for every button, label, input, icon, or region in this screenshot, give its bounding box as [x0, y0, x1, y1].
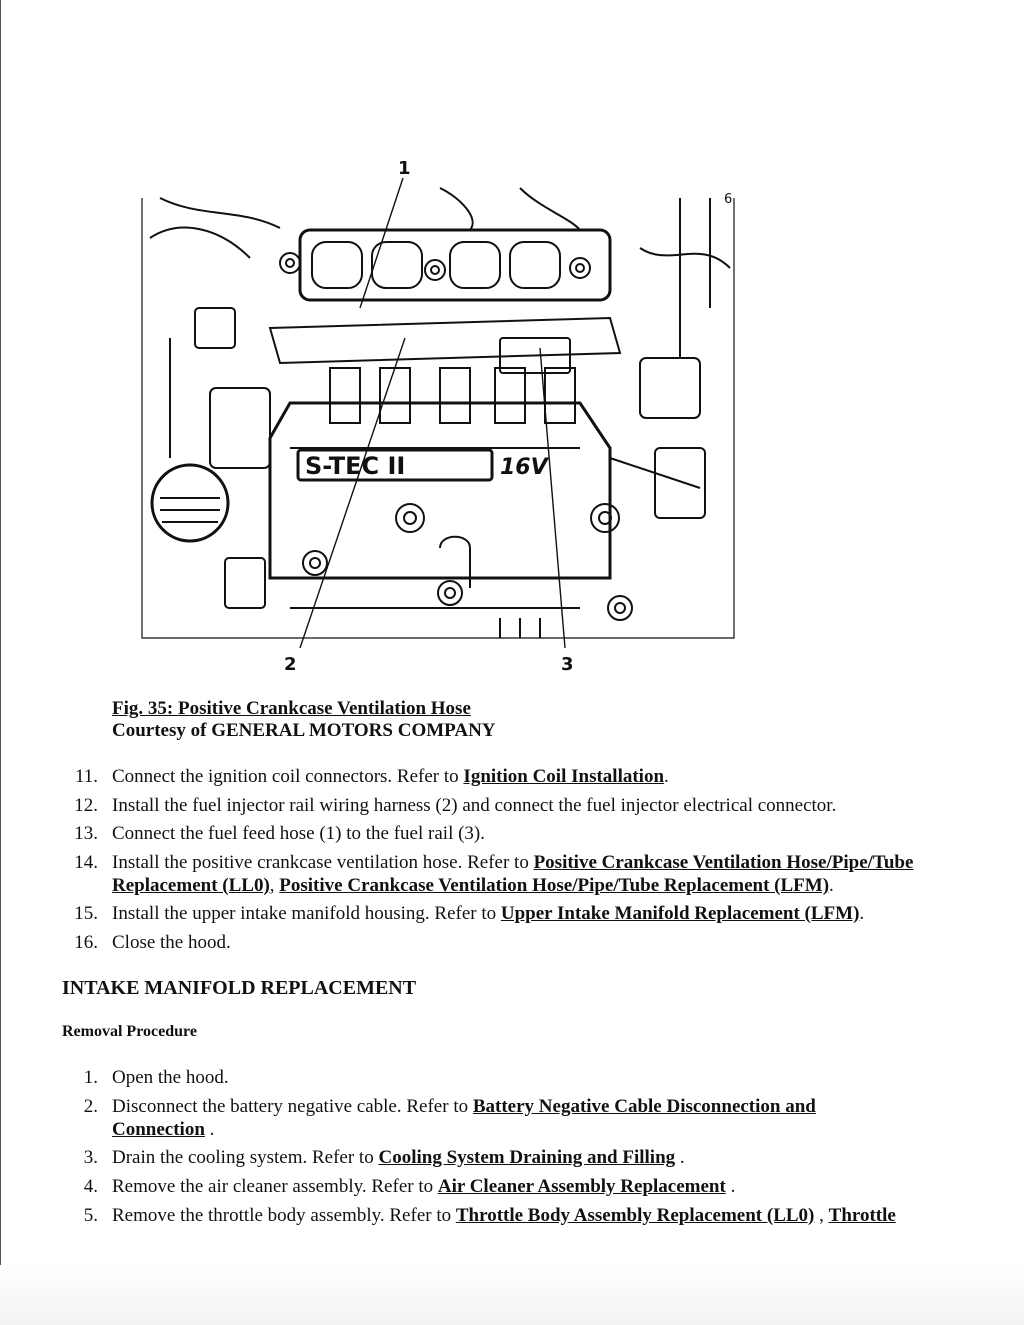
step-tail: .: [725, 1176, 736, 1197]
throttle-link[interactable]: Throttle: [828, 1205, 896, 1226]
page-bottom-shade: [0, 1265, 1024, 1325]
section-title: INTAKE MANIFOLD REPLACEMENT: [62, 977, 417, 999]
step-separator: ,: [269, 875, 280, 896]
battery-cable-link-cont[interactable]: Connection: [112, 1119, 205, 1140]
callout-6: 6: [724, 192, 733, 207]
engine-figure: [140, 158, 735, 678]
step-text: Open the hood.: [112, 1067, 229, 1088]
step-text: Install the positive crankcase ventilation hose. Refer to: [112, 852, 534, 873]
engine-badge-text: S-TEC II: [305, 452, 406, 480]
step-text: Install the fuel injector rail wiring harness (2) and connect the fuel injector electrical connector.: [112, 795, 837, 816]
engine-badge-suffix: 16V: [500, 455, 548, 480]
step-number: 16.: [74, 932, 98, 953]
step-number: 1.: [83, 1067, 98, 1088]
step-text: Remove the air cleaner assembly. Refer to: [112, 1176, 438, 1197]
upper-intake-manifold-link[interactable]: Upper Intake Manifold Replacement (LFM): [500, 903, 860, 924]
step-text: Remove the throttle body assembly. Refer to: [112, 1205, 456, 1226]
subsection-title: Removal Procedure: [62, 1023, 197, 1040]
step-tail: .: [675, 1147, 685, 1168]
ignition-coil-installation-link[interactable]: Ignition Coil Installation: [463, 766, 665, 787]
step-tail: .: [664, 766, 669, 787]
step-number: 2.: [83, 1096, 98, 1117]
page-edge: [0, 0, 1, 1325]
step-number: 13.: [74, 823, 98, 844]
step-number: 4.: [83, 1176, 98, 1197]
throttle-body-ll0-link[interactable]: Throttle Body Assembly Replacement (LL0): [455, 1205, 815, 1226]
figure-caption-title: Fig. 35: Positive Crankcase Ventilation Hose: [112, 698, 471, 719]
step-tail: .: [204, 1119, 215, 1140]
step-number: 11.: [74, 766, 98, 787]
step-text: Close the hood.: [112, 932, 231, 953]
figure-caption-courtesy: Courtesy of GENERAL MOTORS COMPANY: [112, 720, 496, 741]
step-text: Drain the cooling system. Refer to: [112, 1147, 379, 1168]
callout-1: 1: [398, 158, 411, 179]
pcv-hose-ll0-link-cont[interactable]: Replacement (LL0): [112, 875, 270, 896]
air-cleaner-link[interactable]: Air Cleaner Assembly Replacement: [437, 1176, 726, 1197]
pcv-hose-ll0-link[interactable]: Positive Crankcase Ventilation Hose/Pipe/Tube: [533, 852, 914, 873]
cooling-system-link[interactable]: Cooling System Draining and Filling: [378, 1147, 676, 1168]
step-tail: .: [829, 875, 834, 896]
pcv-hose-lfm-link[interactable]: Positive Crankcase Ventilation Hose/Pipe/Tube Replacement (LFM): [279, 875, 830, 896]
step-text: Disconnect the battery negative cable. Refer to: [112, 1096, 473, 1117]
battery-cable-link[interactable]: Battery Negative Cable Disconnection and: [472, 1096, 816, 1117]
step-number: 12.: [74, 795, 98, 816]
step-number: 14.: [74, 852, 98, 873]
figure-caption: [112, 698, 496, 742]
step-text: Connect the ignition coil connectors. Refer to: [112, 766, 464, 787]
callout-2: 2: [284, 654, 297, 675]
step-number: 15.: [74, 903, 98, 924]
step-text: Connect the fuel feed hose (1) to the fuel rail (3).: [112, 823, 485, 844]
step-number: 3.: [83, 1147, 98, 1168]
step-separator: ,: [814, 1205, 829, 1226]
step-text: Install the upper intake manifold housing. Refer to: [112, 903, 501, 924]
callout-3: 3: [561, 654, 574, 675]
step-number: 5.: [83, 1205, 98, 1226]
step-tail: .: [859, 903, 865, 924]
